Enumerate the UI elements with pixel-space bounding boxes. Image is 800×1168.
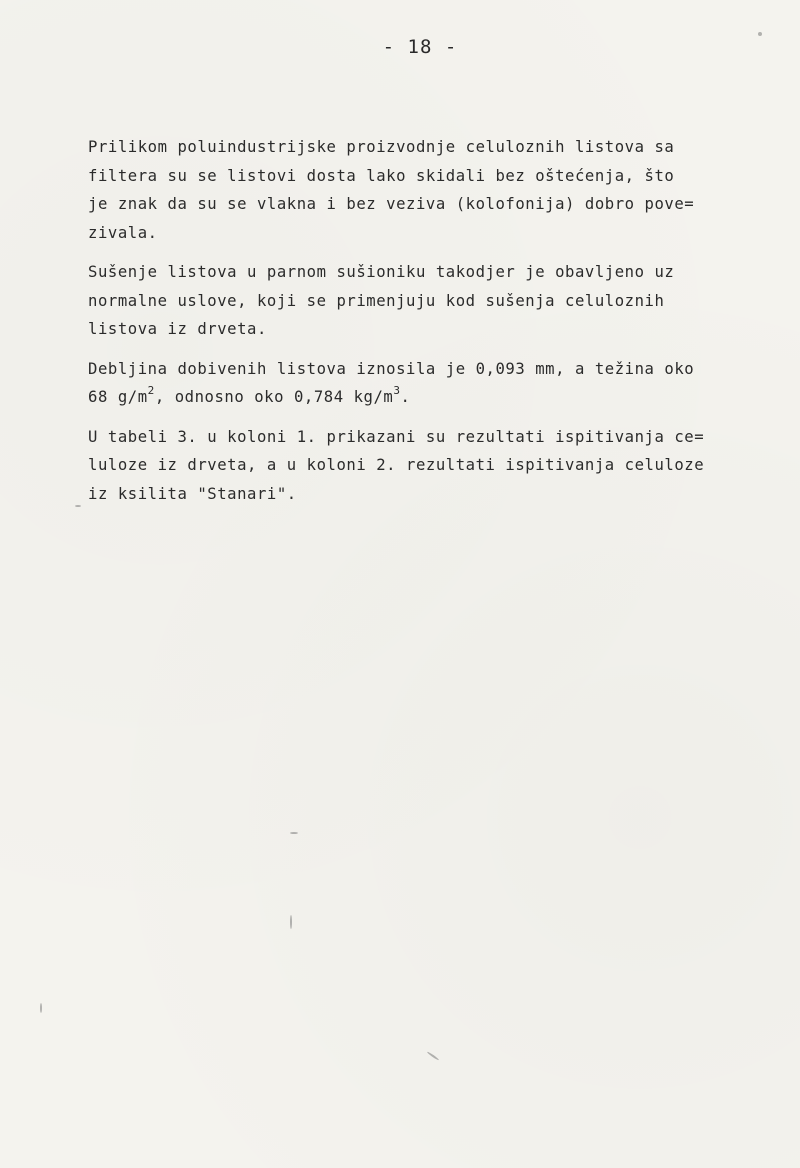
text-line: Debljina dobivenih listova iznosila je 0,093 mm, a težina oko bbox=[88, 359, 695, 378]
text-line: iz ksilita "Stanari". bbox=[88, 484, 297, 503]
text-line: Sušenje listova u parnom sušioniku takodjer je obavljeno uz bbox=[88, 263, 675, 281]
scan-speck bbox=[427, 1051, 440, 1061]
text-segment: 68 g/m bbox=[88, 388, 148, 406]
page-number: - 18 - bbox=[382, 36, 458, 58]
text-line: filtera su se listovi dostа lako skidali bez oštećenja, što bbox=[88, 166, 675, 185]
text-line: zivala. bbox=[88, 223, 158, 242]
text-segment: , odnosno oko 0,784 kg/m bbox=[154, 388, 394, 406]
text-line: listova iz drveta. bbox=[88, 320, 267, 338]
text-line: U tabeli 3. u koloni 1. prikazani su rezultati ispitivanja ce= bbox=[88, 427, 705, 446]
text-line: je znak da su se vlakna i bez veziva (kolofonija) dobro pove= bbox=[88, 195, 695, 213]
paragraph-2 bbox=[88, 258, 768, 344]
paragraph-3 bbox=[88, 355, 768, 412]
body-text bbox=[88, 133, 768, 519]
superscript-exponent: 3 bbox=[393, 383, 401, 397]
text-line-with-units bbox=[88, 383, 768, 412]
scan-speck bbox=[290, 832, 298, 834]
paragraph-4 bbox=[88, 423, 768, 509]
text-line: luloze iz drveta, a u koloni 2. rezultati ispitivanja celuloze bbox=[88, 456, 705, 474]
scan-speck bbox=[290, 915, 292, 929]
superscript-exponent: 2 bbox=[147, 383, 155, 397]
scan-speck bbox=[75, 505, 81, 507]
paragraph-1 bbox=[88, 133, 768, 247]
text-line: normalne uslove, koji se primenjuju kod sušenja celuloznih bbox=[88, 291, 665, 310]
scan-speck bbox=[40, 1003, 42, 1013]
scan-speck bbox=[758, 32, 762, 36]
text-line: Prilikom poluindustrijske proizvodnje celuloznih listova sa bbox=[88, 138, 675, 156]
text-segment: . bbox=[400, 388, 411, 406]
